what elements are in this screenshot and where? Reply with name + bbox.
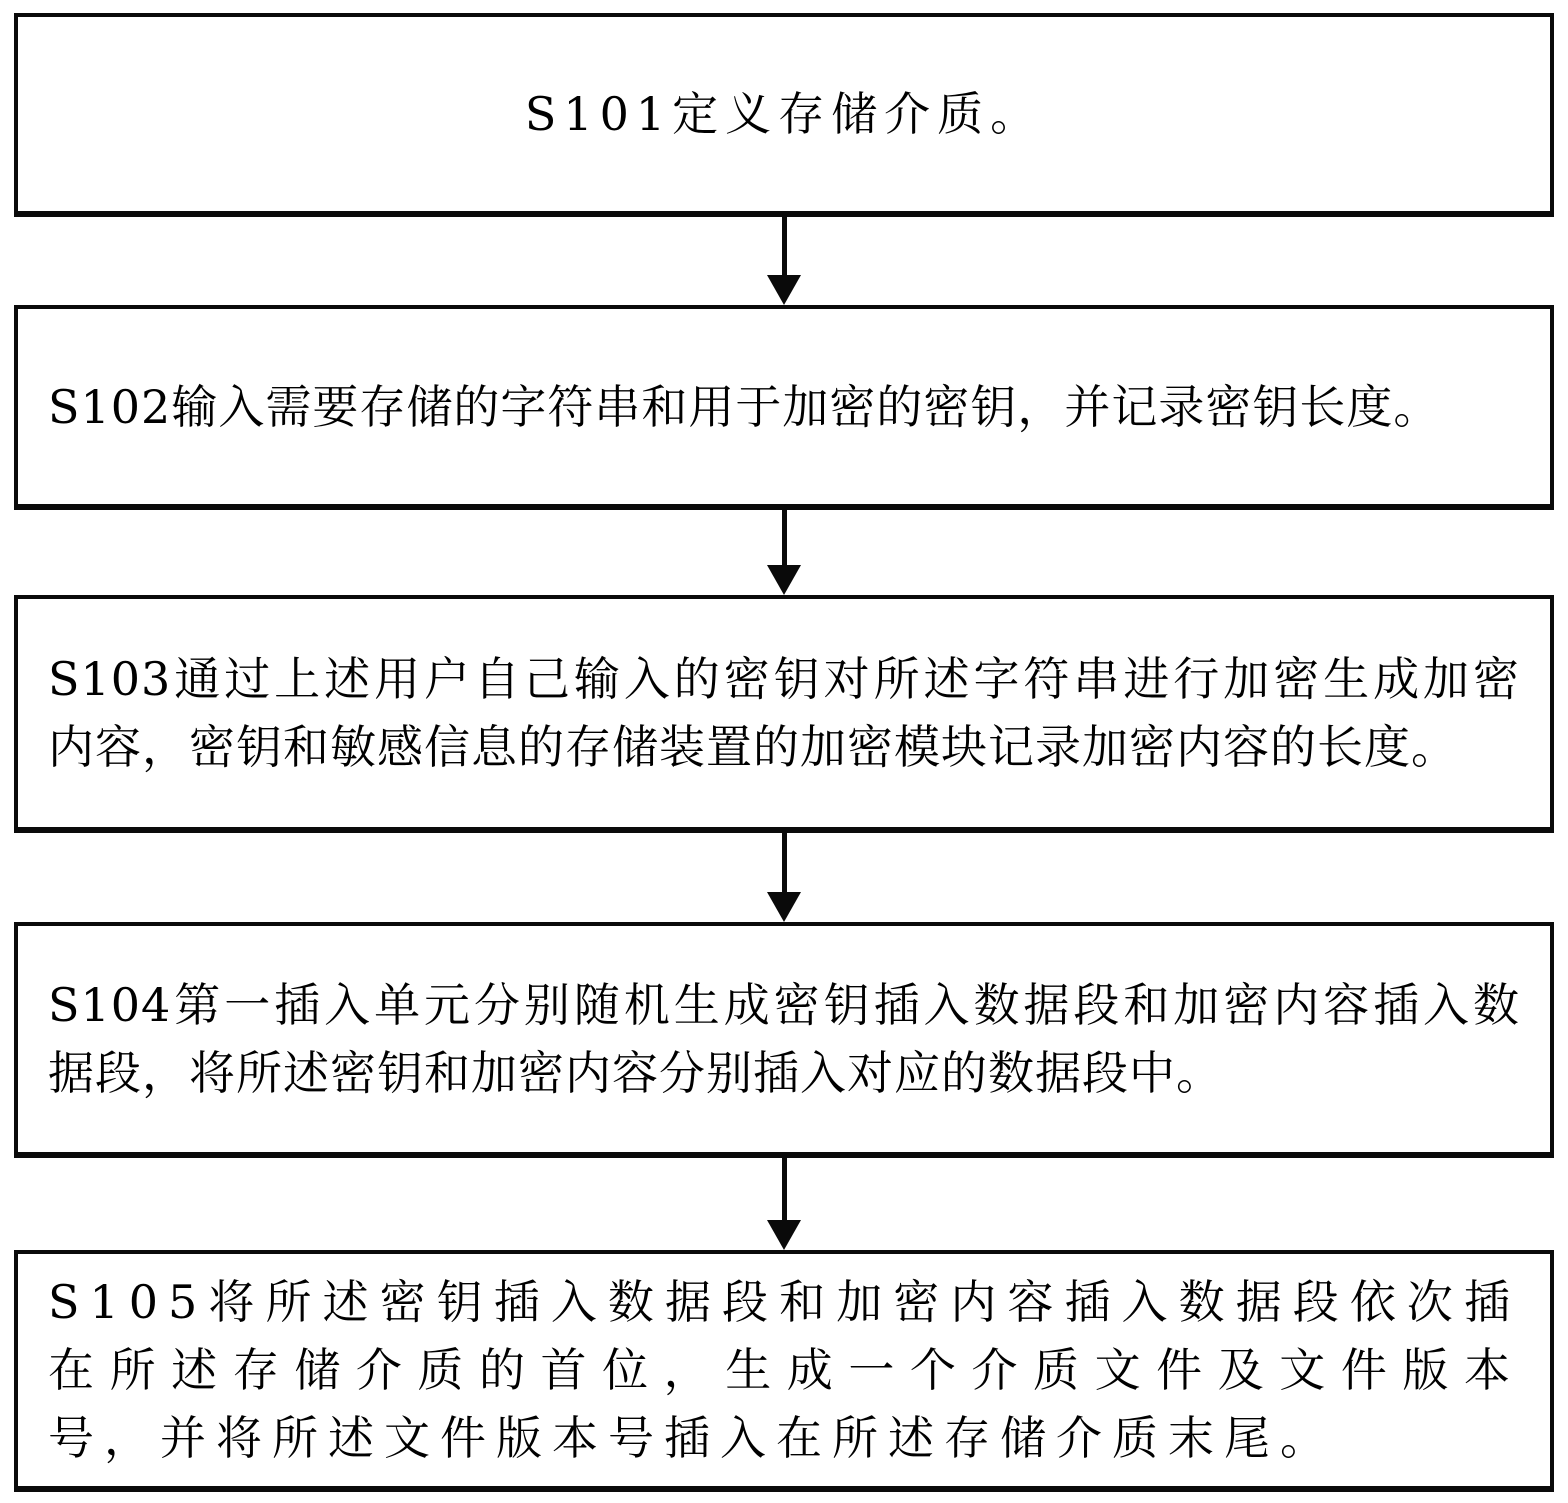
down-arrow-connector — [14, 1158, 1554, 1250]
step-text-line: 内容，密钥和敏感信息的存储装置的加密模块记录加密内容的长度。 — [48, 720, 1458, 774]
step-text-line: S101定义存储介质。 — [524, 87, 1044, 141]
step-text-line: S102输入需要存储的字符串和用于加密的密钥，并记录密钥长度。 — [48, 379, 1441, 434]
arrow-head-icon — [767, 565, 801, 595]
step-box-S102 — [14, 305, 1554, 510]
arrow-shaft — [782, 833, 787, 892]
step-text-line: 在所述存储介质的首位，生成一个介质文件及文件版本 — [48, 1343, 1520, 1397]
arrow-head-icon — [767, 275, 801, 305]
down-arrow-connector — [14, 510, 1554, 595]
flow-step-S103 — [14, 595, 1554, 922]
arrow-shaft — [782, 1158, 787, 1220]
step-box-S104 — [14, 922, 1554, 1158]
step-box-S101 — [14, 13, 1554, 217]
step-text-line: 号，并将所述文件版本号插入在所述存储介质末尾。 — [48, 1411, 1336, 1465]
flow-step-S102 — [14, 305, 1554, 595]
step-box-S103 — [14, 595, 1554, 833]
step-text-line: S105将所述密钥插入数据段和加密内容插入数据段依次插 — [48, 1275, 1520, 1329]
flow-step-S104 — [14, 922, 1554, 1250]
step-text-line: S103通过上述用户自己输入的密钥对所述字符串进行加密生成加密 — [48, 652, 1520, 706]
arrow-shaft — [782, 217, 787, 275]
step-box-S105 — [14, 1250, 1554, 1492]
down-arrow-connector — [14, 833, 1554, 922]
arrow-head-icon — [767, 1220, 801, 1250]
step-text-line: 据段，将所述密钥和加密内容分别插入对应的数据段中。 — [48, 1046, 1223, 1100]
step-text-line: S104第一插入单元分别随机生成密钥插入数据段和加密内容插入数 — [48, 978, 1520, 1032]
arrow-head-icon — [767, 892, 801, 922]
down-arrow-connector — [14, 217, 1554, 305]
flow-step-S105 — [14, 1250, 1554, 1492]
arrow-shaft — [782, 510, 787, 565]
flow-step-S101 — [14, 13, 1554, 305]
